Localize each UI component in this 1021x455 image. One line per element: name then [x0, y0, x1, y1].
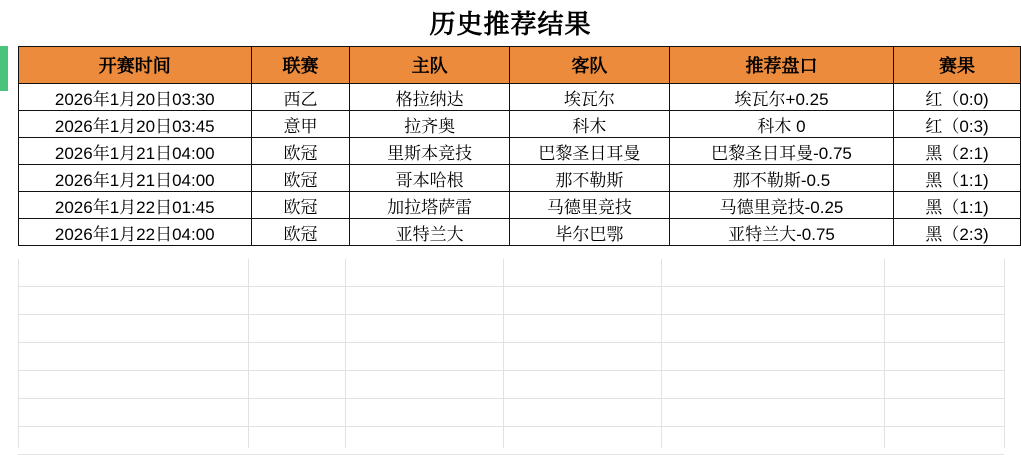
empty-grid-row	[18, 315, 1004, 343]
cell-home-team: 格拉纳达	[350, 84, 509, 111]
cell-time: 2026年1月21日04:00	[19, 138, 252, 165]
cell-pick: 科木 0	[669, 111, 893, 138]
column-header-time: 开赛时间	[19, 47, 252, 84]
column-header-league: 联赛	[251, 47, 350, 84]
empty-grid-row	[18, 259, 1004, 287]
column-header-away-team: 客队	[509, 47, 669, 84]
cell-home-team: 哥本哈根	[350, 165, 509, 192]
cell-away-team: 毕尔巴鄂	[509, 219, 669, 246]
cell-league: 欧冠	[251, 192, 350, 219]
table-row	[19, 219, 1021, 246]
page-title: 历史推荐结果	[429, 9, 592, 39]
table-row	[19, 111, 1021, 138]
empty-grid-row	[18, 427, 1004, 455]
cell-time: 2026年1月21日04:00	[19, 165, 252, 192]
grid-vline	[661, 259, 662, 448]
cell-league: 意甲	[251, 111, 350, 138]
grid-vline	[248, 259, 249, 448]
grid-vline	[18, 259, 19, 448]
grid-vline	[884, 259, 885, 448]
cell-home-team: 拉齐奥	[350, 111, 509, 138]
empty-grid-row	[18, 371, 1004, 399]
empty-grid-row	[18, 343, 1004, 371]
cell-pick: 埃瓦尔+0.25	[669, 84, 893, 111]
empty-grid-area	[18, 259, 1004, 448]
cell-league: 欧冠	[251, 219, 350, 246]
table-row	[19, 138, 1021, 165]
left-accent-bar	[0, 46, 8, 91]
cell-away-team: 科木	[509, 111, 669, 138]
cell-time: 2026年1月20日03:30	[19, 84, 252, 111]
cell-result: 红（0:0)	[894, 84, 1021, 111]
cell-away-team: 埃瓦尔	[509, 84, 669, 111]
cell-home-team: 加拉塔萨雷	[350, 192, 509, 219]
cell-pick: 巴黎圣日耳曼-0.75	[669, 138, 893, 165]
cell-league: 欧冠	[251, 138, 350, 165]
cell-result: 红（0:3)	[894, 111, 1021, 138]
column-header-result: 赛果	[894, 47, 1021, 84]
cell-pick: 那不勒斯-0.5	[669, 165, 893, 192]
empty-grid-row	[18, 399, 1004, 427]
cell-pick: 马德里竞技-0.25	[669, 192, 893, 219]
cell-result: 黑（2:3)	[894, 219, 1021, 246]
table-row	[19, 192, 1021, 219]
cell-time: 2026年1月20日03:45	[19, 111, 252, 138]
cell-away-team: 马德里竞技	[509, 192, 669, 219]
cell-time: 2026年1月22日04:00	[19, 219, 252, 246]
grid-vline	[503, 259, 504, 448]
cell-result: 黑（1:1)	[894, 165, 1021, 192]
table-header-row	[19, 47, 1021, 84]
grid-vline	[1004, 259, 1005, 448]
cell-result: 黑（2:1)	[894, 138, 1021, 165]
cell-pick: 亚特兰大-0.75	[669, 219, 893, 246]
cell-home-team: 亚特兰大	[350, 219, 509, 246]
cell-home-team: 里斯本竞技	[350, 138, 509, 165]
grid-vline	[345, 259, 346, 448]
cell-away-team: 那不勒斯	[509, 165, 669, 192]
cell-league: 欧冠	[251, 165, 350, 192]
table-row	[19, 165, 1021, 192]
empty-grid-row	[18, 287, 1004, 315]
column-header-pick: 推荐盘口	[669, 47, 893, 84]
cell-time: 2026年1月22日01:45	[19, 192, 252, 219]
table-row	[19, 84, 1021, 111]
cell-away-team: 巴黎圣日耳曼	[509, 138, 669, 165]
history-results-table	[18, 46, 1021, 246]
cell-result: 黑（1:1)	[894, 192, 1021, 219]
cell-league: 西乙	[251, 84, 350, 111]
column-header-home-team: 主队	[350, 47, 509, 84]
